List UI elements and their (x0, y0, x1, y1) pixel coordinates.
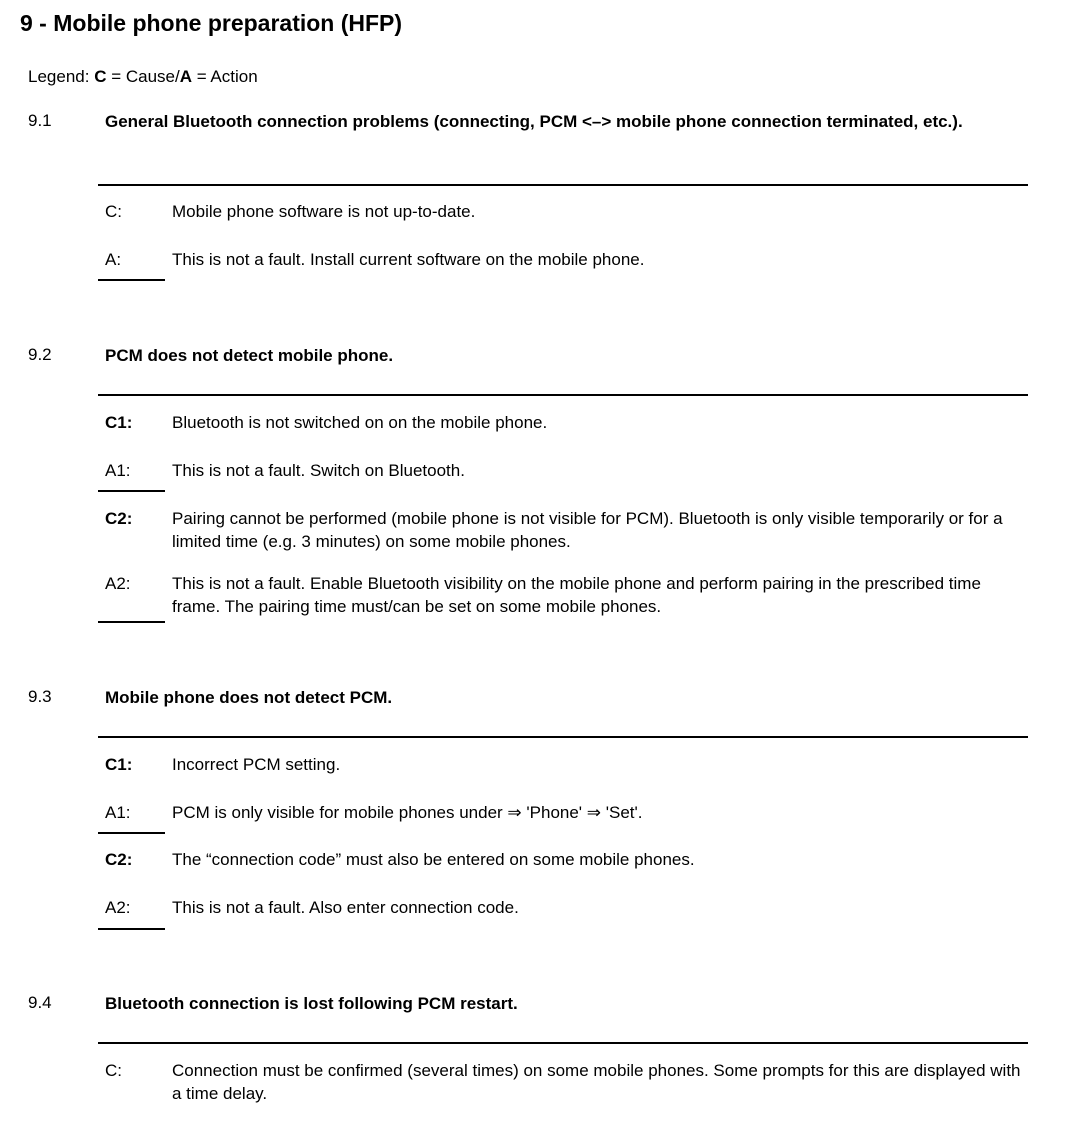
legend-action-key: A (179, 67, 192, 86)
entry-divider (98, 279, 165, 281)
cause-label: C: (105, 202, 122, 221)
section-title-9-1: General Bluetooth connection problems (connecting, PCM <–> mobile phone connection terminated, etc.). (105, 112, 963, 131)
section-divider (98, 736, 1028, 738)
page-title: 9 - Mobile phone preparation (HFP) (20, 10, 403, 36)
cause-text: Pairing cannot be performed (mobile phone is not visible for PCM). Bluetooth is only visible temporarily or for a limited time (e.g. 3 minutes) on some mobile phones. (172, 509, 1003, 551)
section-title-9-3: Mobile phone does not detect PCM. (105, 688, 393, 707)
cause-label: C2: (105, 509, 133, 528)
entry-divider (98, 832, 165, 834)
action-label: A1: (105, 803, 131, 822)
entry-divider (98, 490, 165, 492)
legend-action-text: = Action (192, 67, 258, 86)
legend-prefix: Legend: (28, 67, 95, 86)
action-text: PCM is only visible for mobile phones under ⇒ 'Phone' ⇒ 'Set'. (172, 803, 643, 822)
action-text: This is not a fault. Enable Bluetooth visibility on the mobile phone and perform pairing in the prescribed time frame. The pairing time must/can be set on some mobile phones. (172, 574, 981, 616)
section-number-9-1: 9.1 (28, 111, 52, 130)
entry-divider (98, 928, 165, 930)
cause-label: C1: (105, 413, 133, 432)
section-number-9-4: 9.4 (28, 993, 52, 1012)
cause-text: Incorrect PCM setting. (172, 755, 341, 774)
action-text: This is not a fault. Also enter connection code. (172, 898, 519, 917)
section-divider (98, 394, 1028, 396)
action-text: This is not a fault. Switch on Bluetooth. (172, 461, 465, 480)
cause-label: C2: (105, 850, 133, 869)
section-divider (98, 1042, 1028, 1044)
action-label: A2: (105, 574, 131, 593)
legend (28, 66, 258, 88)
action-label: A: (105, 250, 122, 269)
action-label: A2: (105, 898, 131, 917)
cause-text: The “connection code” must also be entered on some mobile phones. (172, 850, 695, 869)
cause-text: Connection must be confirmed (several times) on some mobile phones. Some prompts for this are displayed with a time delay. (172, 1061, 1021, 1103)
legend-cause-text: = Cause/ (106, 67, 180, 86)
legend-cause-key: C (94, 67, 107, 86)
cause-label: C1: (105, 755, 133, 774)
section-number-9-3: 9.3 (28, 687, 52, 706)
section-number-9-2: 9.2 (28, 345, 52, 364)
cause-label: C: (105, 1061, 122, 1080)
entry-divider (98, 621, 165, 623)
action-label: A1: (105, 461, 131, 480)
section-divider (98, 184, 1028, 186)
section-title-9-2: PCM does not detect mobile phone. (105, 346, 394, 365)
cause-text: Bluetooth is not switched on on the mobile phone. (172, 413, 548, 432)
action-text: This is not a fault. Install current software on the mobile phone. (172, 250, 645, 269)
section-title-9-4: Bluetooth connection is lost following PCM restart. (105, 994, 518, 1013)
cause-text: Mobile phone software is not up-to-date. (172, 202, 476, 221)
